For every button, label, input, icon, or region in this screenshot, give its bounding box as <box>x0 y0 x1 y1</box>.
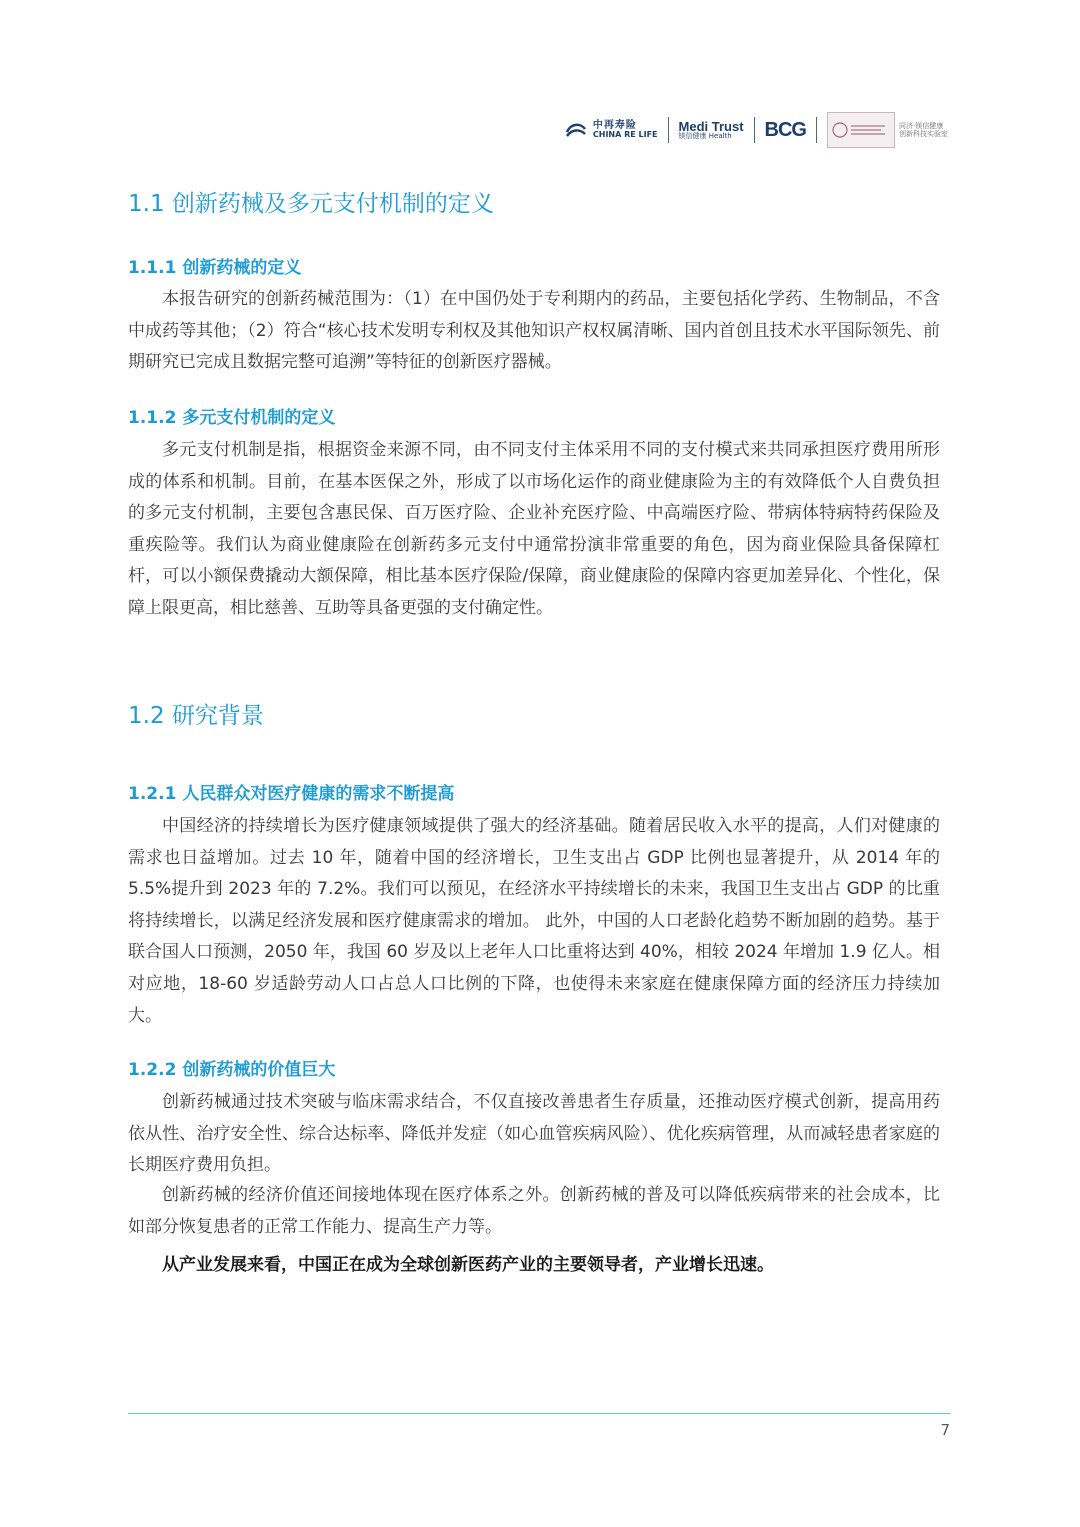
logo-separator <box>754 117 755 143</box>
subsection-title-1-2-1: 1.2.1 人民群众对医疗健康的需求不断提高 <box>128 784 455 804</box>
subsection-title-1-2-2: 1.2.2 创新药械的价值巨大 <box>128 1060 336 1080</box>
tongji-seal-icon <box>827 112 895 148</box>
lab-line-2: 创新科技实验室 <box>899 130 948 138</box>
china-re-life-en: CHINA RE LIFE <box>592 130 658 140</box>
subsection-title-1-1-1: 1.1.1 创新药械的定义 <box>128 258 302 278</box>
china-re-life-logo <box>565 119 658 141</box>
section-title-1-2: 1.2 研究背景 <box>128 703 264 729</box>
bcg-logo: BCG <box>764 118 806 141</box>
paragraph-1-2-2-highlight: 从产业发展来看，中国正在成为全球创新医药产业的主要领导者，产业增长迅速。 <box>162 1255 774 1275</box>
paragraph-1-2-2-a: 创新药械通过技术突破与临床需求结合，不仅直接改善患者生存质量，还推动医疗模式创新，提高用药依从性、治疗安全性、综合达标率、降低并发症（如心血管疾病风险）、优化疾病管理，从而减轻患者家庭的长期医疗费用负担。 <box>128 1092 940 1176</box>
paragraph-1-1-2: 多元支付机制是指，根据资金来源不同，由不同支付主体采用不同的支付模式来共同承担医疗费用所形成的体系和机制。目前，在基本医保之外，形成了以市场化运作的商业健康险为主的有效降低个人自费负担的多元支付机制，主要包含惠民保、百万医疗险、企业补充医疗险、中高端医疗险、带病体特病特药保险及重疾险等。我们认为商业健康险在创新药多元支付中通常扮演非常重要的角色，因为商业保险具备保障杠杆，可以小额保费撬动大额保障，相比基本医疗保险/保障，商业健康险的保障内容更加差异化、个性化，保障上限更高，相比慈善、互助等具备更强的支付确定性。 <box>128 440 940 618</box>
footer-divider <box>128 1413 951 1414</box>
meditrust-sub: 镁信健康 Health <box>678 132 732 141</box>
meditrust-logo <box>679 120 744 141</box>
lab-line-1: 同济·镁信健康 <box>899 121 944 130</box>
paragraph-1-2-1: 中国经济的持续增长为医疗健康领域提供了强大的经济基础。随着居民收入水平的提高，人们对健康的需求也日益增加。过去 10 年，随着中国的经济增长，卫生支出占 GDP 比例也显著提升，从 2014 年的 5.5%提升到 2023 年的 7.2%。我们可以预见，在经济水平持续增长的未来，我国卫生支出占 GDP 的比重将持续增长，以满足经济发展和医疗健康需求的增加。 此外，中国的人口老龄化趋势不断加剧的趋势。基于联合国人口预测，2050 年，我国 60 岁及以上老年人口比重将达到 40%，相较 2024 年增加 1.9 亿人。相对应地，18-60 岁适龄劳动人口占总人口比例的下降，也使得未来家庭在健康保障方面的经济压力持续加大。 <box>128 816 940 1026</box>
china-re-life-mark-icon <box>565 119 587 141</box>
page-number: 7 <box>940 1421 950 1439</box>
meditrust-name: Medi Trust <box>678 118 744 134</box>
tongji-lab-logo <box>827 112 948 148</box>
paragraph-1-2-2-b: 创新药械的经济价值还间接地体现在医疗体系之外。创新药械的普及可以降低疾病带来的社会成本，比如部分恢复患者的正常工作能力、提高生产力等。 <box>128 1185 940 1237</box>
logo-separator <box>816 117 817 143</box>
logo-separator <box>668 117 669 143</box>
section-title-1-1: 1.1 创新药械及多元支付机制的定义 <box>128 191 494 217</box>
paragraph-1-1-1: 本报告研究的创新药械范围为：（1）在中国仍处于专利期内的药品，主要包括化学药、生物制品，不含中成药等其他；（2）符合“核心技术发明专利权及其他知识产权权属清晰、国内首创且技术水平国际领先、前期研究已完成且数据完整可追溯”等特征的创新医疗器械。 <box>128 289 940 373</box>
china-re-life-cn: 中再寿险 <box>592 119 637 131</box>
subsection-title-1-1-2: 1.1.2 多元支付机制的定义 <box>128 408 336 428</box>
header-logos <box>565 108 948 152</box>
